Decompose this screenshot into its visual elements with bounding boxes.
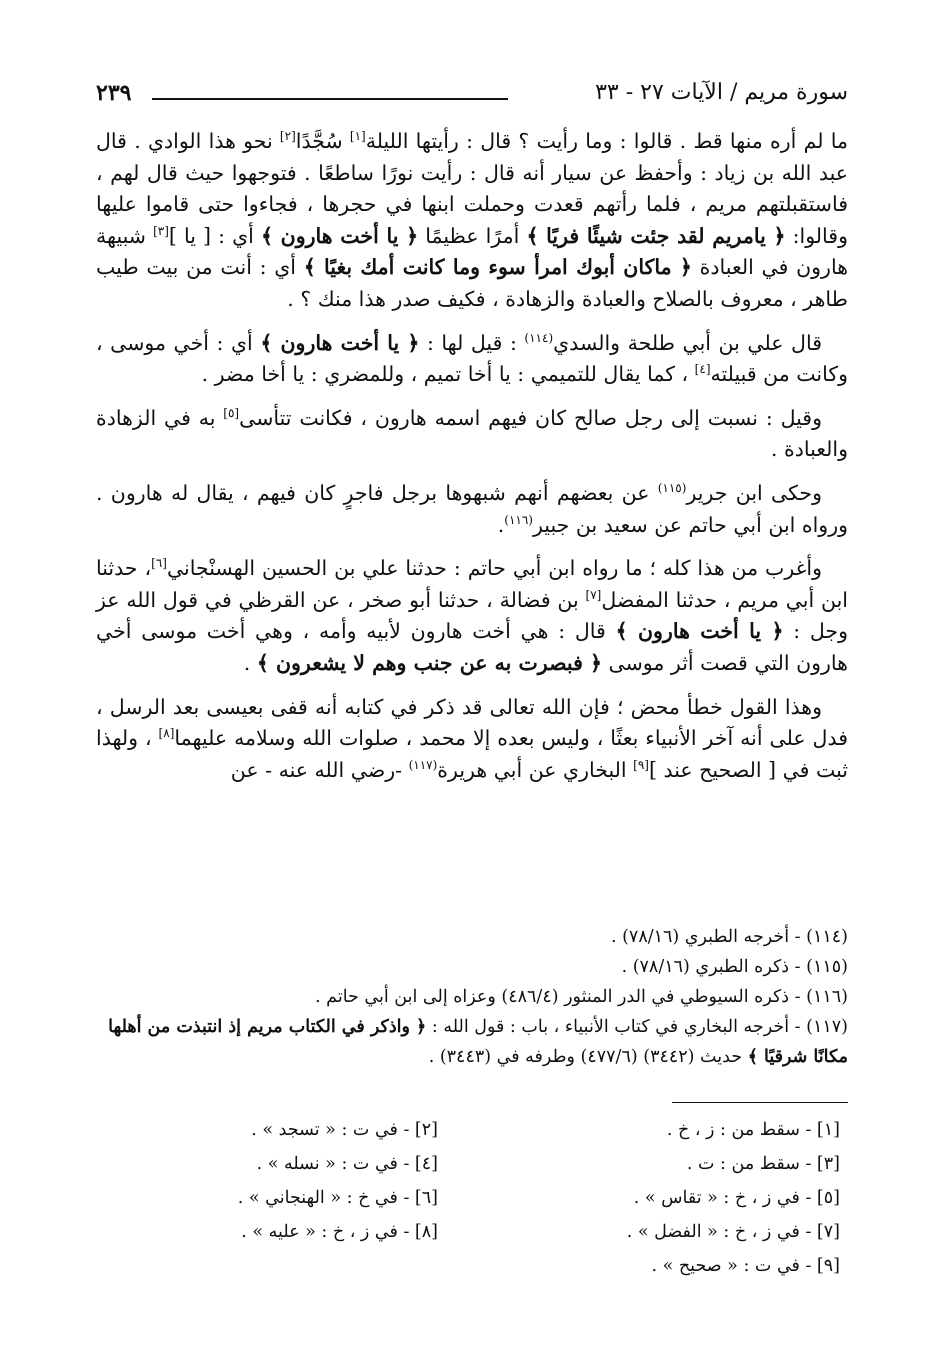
paragraph xyxy=(96,403,848,466)
text-run: سُجَّدًا xyxy=(295,129,350,153)
paragraph xyxy=(96,328,848,391)
text-run: به في الزهادة والعبادة . xyxy=(96,405,848,462)
variant-note: [٨] - في ز ، خ : « عليه » . xyxy=(241,1222,438,1242)
text-run: ما لم أره منها قط . قالوا : وما رأيت ؟ قال : رأيتها الليلة xyxy=(365,129,848,153)
variant-note: [٤] - في ت : « نسله » . xyxy=(256,1154,438,1174)
text-run: . xyxy=(497,512,505,537)
footnote-marker: (١١٥) xyxy=(657,481,687,496)
variant-note: [١] - سقط من : ز ، خ . xyxy=(666,1120,840,1140)
text-run: وقيل : نسبت إلى رجل صالح كان فيهم اسمه هارون ، فكانت تتأسى xyxy=(239,405,822,430)
footnote-marker: (١١٦) xyxy=(504,512,533,527)
text-run: -رضي الله عنه - عن xyxy=(230,757,409,782)
text-run: قال : هي أخت هارون لأبيه وأمه ، وهي أخت موسى أخي هارون التي قصت أثر موسى xyxy=(96,619,848,675)
page-header xyxy=(96,78,848,112)
text-run: وهذا القول خطأ محض ؛ فإن الله تعالى قد ذكر في كتابه أنه قفى بعيسى بعد الرسل ، فدل على أنه آخر الأنبياء بعثًا ، وليس بعده إلا محمد ، صلوات الله وسلامه عليهما xyxy=(96,694,848,751)
variant-marker: [٢] xyxy=(279,129,296,144)
variant-notes xyxy=(96,1120,848,1300)
quran-quote: ﴿ فبصرت به عن جنب وهم لا يشعرون ﴾ xyxy=(256,650,603,675)
quran-quote: ﴿ يامريم لقد جئت شيئًا فريًا ﴾ xyxy=(526,223,786,248)
footnotes xyxy=(96,922,848,1072)
footnote: (١١٥) - ذكره الطبري (٧٨/١٦) . xyxy=(621,957,848,977)
text-run: وحكى ابن جرير xyxy=(686,480,822,505)
text-run: أي : [ يا ] xyxy=(168,223,261,248)
footnote-marker: (١١٤) xyxy=(524,330,554,345)
text-run: . xyxy=(243,650,257,675)
page-number: ٢٣٩ xyxy=(96,80,132,106)
text-run: ، كما يقال للتميمي : يا أخا تميم ، وللمضري : يا أخا مضر . xyxy=(201,362,695,387)
text-run: بن فضالة ، حدثنا أبو صخر ، عن القرظي في قول الله عز وجل : xyxy=(96,587,848,644)
text-run: قال علي بن أبي طلحة والسدي xyxy=(553,330,823,355)
footnote xyxy=(96,1012,848,1072)
variant-note: [٥] - في ز ، خ : « تقاس » . xyxy=(633,1188,840,1208)
variant-marker: [١] xyxy=(349,129,366,144)
variant-marker: [٣] xyxy=(153,223,169,238)
footnote-marker: (١١٧) xyxy=(408,757,438,772)
text-run: نحو هذا الوادي . قال عبد الله بن زياد : وأحفظ عن سيار أنه قال : رأيت نورًا ساطعًا . فتوجهوا حيث قال لهم ، فاستقبلتهم مريم ، فلما رأتهم قعدت وحملت ابنها في حجرها ، فجاءوا حتى قاموا عليها وقالوا: xyxy=(96,129,848,248)
footnote: (١١٤) - أخرجه الطبري (٧٨/١٦) . xyxy=(610,927,848,947)
quran-quote: ﴿ يا أخت هارون ﴾ xyxy=(615,619,784,644)
text-run: حديث (٣٤٤٢) (٤٧٧/٦) وطرفه في (٣٤٤٣) . xyxy=(428,1047,748,1067)
quran-quote: ﴿ يا أخت هارون ﴾ xyxy=(260,223,419,248)
text-run: أمرًا عظيمًا xyxy=(418,223,527,248)
paragraph xyxy=(96,692,848,787)
variant-note: [٦] - في خ : « الهنجاني » . xyxy=(237,1188,438,1208)
variant-marker: [٧] xyxy=(585,587,602,602)
quran-quote: ﴿ ماكان أبوك امرأ سوء وما كانت أمك بغيًا ﴾ xyxy=(303,255,692,280)
running-title: سورة مريم / الآيات ٢٧ - ٣٣ xyxy=(595,80,848,105)
text-run: عن بعضهم أنهم شبهوها برجل فاجرٍ كان فيهم ، يقال له هارون . ورواه ابن أبي حاتم عن سعيد بن جبير xyxy=(96,480,848,537)
text-run: البخاري عن أبي هريرة xyxy=(437,757,634,782)
text-run: ، حدثنا ابن أبي مريم ، حدثنا المفضل xyxy=(96,556,848,612)
quran-quote: ﴿ واذكر في الكتاب مريم إذ انتبذت من أهلها مكانًا شرقيًا ﴾ xyxy=(108,1017,848,1067)
variant-marker: [٦] xyxy=(151,556,167,571)
variant-marker: [٩] xyxy=(633,757,649,772)
quran-quote: ﴿ يا أخت هارون ﴾ xyxy=(260,330,420,355)
text-run: شبيهة هارون في العبادة xyxy=(96,223,849,280)
header-rule xyxy=(152,98,508,100)
variant-note: [٧] - في ز ، خ : « الفضل » . xyxy=(626,1222,840,1242)
variant-marker: [٥] xyxy=(223,405,240,420)
text-run: وأغرب من هذا كله ؛ ما رواه ابن أبي حاتم : حدثنا علي بن الحسين الهسنْجاني xyxy=(166,556,822,581)
text-run: (١١٧) - أخرجه البخاري في كتاب الأنبياء ، باب : قول الله : xyxy=(426,1017,848,1037)
text-run: : قيل لها : xyxy=(419,330,525,355)
text-run: ، ولهذا ثبت في [ الصحيح عند ] xyxy=(96,726,848,782)
variant-marker: [٨] xyxy=(158,726,175,741)
paragraph xyxy=(96,126,848,316)
text-run: أي : أنت من بيت طيب طاهر ، معروف بالصلاح والعبادة والزهادة ، فكيف صدر هذا منك ؟ . xyxy=(96,255,848,311)
paragraph xyxy=(96,478,848,541)
paragraph xyxy=(96,553,848,679)
text-run: أي : أخي موسى ، وكانت من قبيلته xyxy=(96,330,848,387)
variant-note: [٣] - سقط من : ت . xyxy=(686,1154,840,1174)
footnote-separator xyxy=(672,1102,848,1103)
footnote: (١١٦) - ذكره السيوطي في الدر المنثور (٤٨٦/٤) وعزاه إلى ابن أبي حاتم . xyxy=(315,987,848,1007)
main-text xyxy=(96,126,848,798)
variant-note: [٩] - في ت : « صحيح » . xyxy=(651,1256,840,1276)
variant-note: [٢] - في ت : « تسجد » . xyxy=(251,1120,438,1140)
variant-marker: [٤] xyxy=(694,362,711,377)
